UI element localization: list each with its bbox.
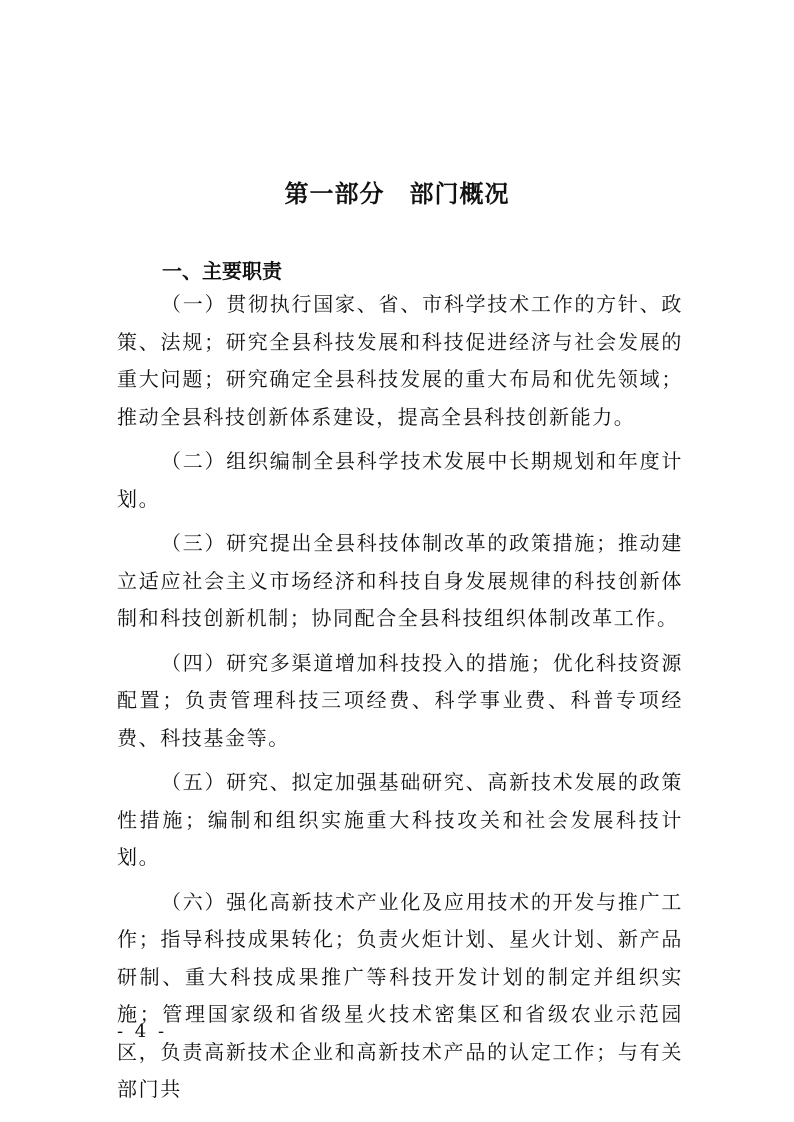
paragraph-4: （四）研究多渠道增加科技投入的措施；优化科技资源配置；负责管理科技三项经费、科学事业费、科普专项经费、科技基金等。 — [117, 650, 683, 750]
paragraph-6: （六）强化高新技术产业化及应用技术的开发与推广工作；指导科技成果转化；负责火炬计划、星火计划、新产品研制、重大科技成果推广等科技开发计划的制定并组织实施；管理国家级和省级星火技术密集区和省级农业示范园区，负责高新技术企业和高新技术产品的认定工作；与有关部门共 — [117, 889, 683, 1101]
body-text — [117, 286, 683, 1116]
page-number: - 4 - — [117, 1021, 168, 1042]
paragraph-2: （二）组织编制全县科学技术发展中长期规划和年度计划。 — [117, 449, 683, 511]
paragraph-3: （三）研究提出全县科技体制改革的政策措施；推动建立适应社会主义市场经济和科技自身发展规律的科技创新体制和科技创新机制；协同配合全县科技组织体制改革工作。 — [117, 531, 683, 630]
section-heading: 一、主要职责 — [162, 259, 282, 283]
paragraph-1: （一）贯彻执行国家、省、市科学技术工作的方针、政策、法规；研究全县科技发展和科技促进经济与社会发展的重大问题；研究确定全县科技发展的重大布局和优先领域；推动全县科技创新体系建设，提高全县科技创新能力。 — [117, 292, 683, 429]
paragraph-5: （五）研究、拟定加强基础研究、高新技术发展的政策性措施；编制和组织实施重大科技攻关和社会发展科技计划。 — [117, 770, 683, 869]
page-title: 第一部分 部门概况 — [284, 180, 510, 208]
